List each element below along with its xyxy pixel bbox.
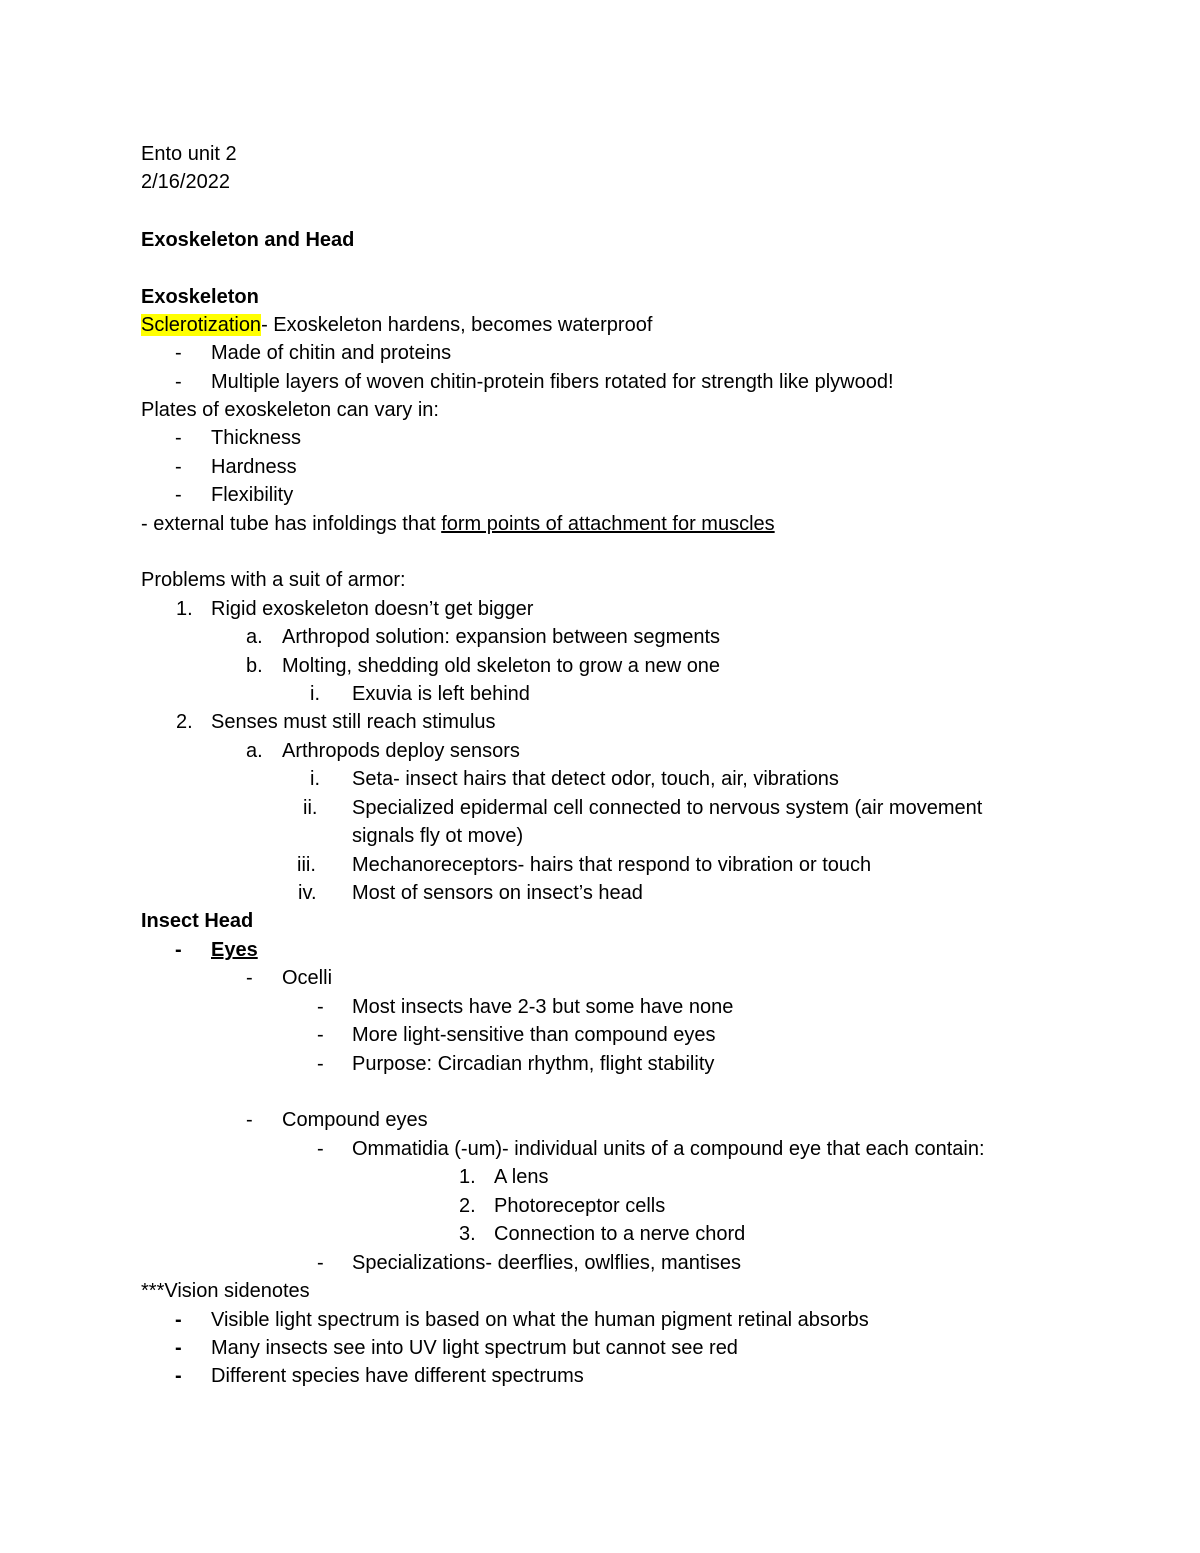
list-item: Molting, shedding old skeleton to grow a new one (282, 655, 721, 677)
bullet-dash: - (246, 1109, 253, 1131)
list-item-continuation: signals fly ot move) (352, 825, 524, 847)
list-roman: i. (310, 683, 320, 705)
bullet-dash: - (175, 456, 182, 478)
problems-intro: Problems with a suit of armor: (141, 569, 406, 591)
bullet-dash: - (317, 1252, 324, 1274)
list-item: Ocelli (282, 967, 333, 989)
bullet-dash: - (317, 1053, 324, 1075)
section-heading-insect-head: Insect Head (141, 910, 254, 932)
bullet-dash: - (175, 1337, 182, 1359)
list-item: Visible light spectrum is based on what the human pigment retinal absorbs (211, 1309, 869, 1331)
list-item: Photoreceptor cells (494, 1195, 666, 1217)
sclerotization-definition: - Exoskeleton hardens, becomes waterproof (261, 314, 653, 336)
list-letter: a. (246, 626, 263, 648)
list-item: Senses must still reach stimulus (211, 711, 496, 733)
bullet-dash: - (317, 1138, 324, 1160)
list-item: Ommatidia (-um)- individual units of a compound eye that each contain: (352, 1138, 985, 1160)
doc-header-date: 2/16/2022 (141, 171, 230, 193)
subheading-eyes: Eyes (211, 939, 258, 961)
list-item: Arthropod solution: expansion between segments (282, 626, 721, 648)
list-item: Rigid exoskeleton doesn’t get bigger (211, 598, 534, 620)
list-roman: iii. (297, 854, 316, 876)
bullet-dash: - (175, 1365, 182, 1387)
list-item: Thickness (211, 427, 302, 449)
list-roman: iv. (298, 882, 317, 904)
bullet-dash: - (317, 996, 324, 1018)
bullet-dash: - (175, 371, 182, 393)
list-item: Made of chitin and proteins (211, 342, 452, 364)
bullet-dash: - (246, 967, 253, 989)
highlighted-term: Sclerotization (141, 314, 262, 336)
list-item: Many insects see into UV light spectrum but cannot see red (211, 1337, 738, 1359)
bullet-dash: - (175, 427, 182, 449)
list-number: 2. (176, 711, 193, 733)
doc-header-title: Ento unit 2 (141, 143, 237, 165)
list-roman: ii. (303, 797, 318, 819)
list-item: Exuvia is left behind (352, 683, 530, 705)
bullet-dash: - (175, 484, 182, 506)
list-item: More light-sensitive than compound eyes (352, 1024, 716, 1046)
list-item: Seta- insect hairs that detect odor, touch, air, vibrations (352, 768, 839, 790)
list-item: Specializations- deerflies, owlflies, mantises (352, 1252, 742, 1274)
bullet-dash: - (175, 1309, 182, 1331)
list-letter: b. (246, 655, 263, 677)
underlined-text: form points of attachment for muscles (441, 513, 775, 535)
list-letter: a. (246, 740, 263, 762)
sclerotization-line (141, 311, 652, 339)
vision-sidenotes-heading: ***Vision sidenotes (141, 1280, 310, 1302)
list-item: Mechanoreceptors- hairs that respond to vibration or touch (352, 854, 872, 876)
list-item: Compound eyes (282, 1109, 428, 1131)
list-item: Purpose: Circadian rhythm, flight stability (352, 1053, 715, 1075)
list-item: Most of sensors on insect’s head (352, 882, 643, 904)
list-number: 2. (459, 1195, 476, 1217)
list-number: 3. (459, 1223, 476, 1245)
list-item: Different species have different spectrums (211, 1365, 584, 1387)
external-tube-text: - external tube has infoldings that (141, 513, 442, 535)
list-item: Connection to a nerve chord (494, 1223, 746, 1245)
list-item: Specialized epidermal cell connected to nervous system (air movement (352, 797, 983, 819)
list-number: 1. (459, 1166, 476, 1188)
list-roman: i. (310, 768, 320, 790)
list-item: Hardness (211, 456, 297, 478)
section-heading-exoskeleton: Exoskeleton (141, 286, 259, 308)
list-item: Arthropods deploy sensors (282, 740, 520, 762)
document-title: Exoskeleton and Head (141, 229, 355, 251)
list-item: A lens (494, 1166, 549, 1188)
list-item: Most insects have 2-3 but some have none (352, 996, 734, 1018)
bullet-dash: - (317, 1024, 324, 1046)
list-number: 1. (176, 598, 193, 620)
bullet-dash: - (175, 939, 182, 961)
external-tube-line (141, 510, 775, 538)
plates-intro: Plates of exoskeleton can vary in: (141, 399, 439, 421)
bullet-dash: - (175, 342, 182, 364)
list-item: Multiple layers of woven chitin-protein fibers rotated for strength like plywood! (211, 371, 894, 393)
list-item: Flexibility (211, 484, 294, 506)
